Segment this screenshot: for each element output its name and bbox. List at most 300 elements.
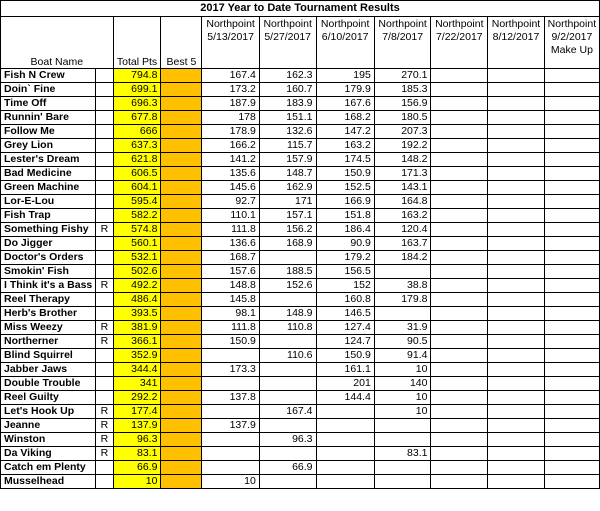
flag-cell: R <box>96 279 113 293</box>
score-cell: 156.5 <box>316 265 374 279</box>
flag-cell <box>96 195 113 209</box>
total-pts-cell: 66.9 <box>113 461 161 475</box>
best5-cell <box>161 307 202 321</box>
score-cell: 270.1 <box>374 69 431 83</box>
score-cell <box>431 363 488 377</box>
header-event-line: Northpoint <box>378 18 427 30</box>
score-cell <box>488 153 545 167</box>
best5-cell <box>161 69 202 83</box>
flag-cell <box>96 251 113 265</box>
score-cell: 145.8 <box>202 293 259 307</box>
score-cell <box>544 69 599 83</box>
flag-cell <box>96 181 113 195</box>
best5-cell <box>161 251 202 265</box>
score-cell <box>202 433 259 447</box>
score-cell: 111.8 <box>202 223 259 237</box>
score-cell: 179.9 <box>316 83 374 97</box>
best5-cell <box>161 181 202 195</box>
score-cell: 90.9 <box>316 237 374 251</box>
flag-cell <box>96 111 113 125</box>
score-cell: 148.2 <box>374 153 431 167</box>
total-pts-cell: 604.1 <box>113 181 161 195</box>
best5-cell <box>161 363 202 377</box>
boat-name-cell: Musselhead <box>1 475 96 489</box>
total-pts-cell: 677.8 <box>113 111 161 125</box>
total-pts-cell: 10 <box>113 475 161 489</box>
score-cell <box>202 349 259 363</box>
flag-cell <box>96 391 113 405</box>
score-cell: 162.3 <box>259 69 316 83</box>
score-cell <box>488 69 545 83</box>
score-cell <box>259 447 316 461</box>
table-row <box>1 83 600 97</box>
score-cell <box>488 405 545 419</box>
best5-cell <box>161 335 202 349</box>
score-cell: 160.8 <box>316 293 374 307</box>
header-event-5 <box>431 17 488 69</box>
score-cell <box>374 433 431 447</box>
score-cell: 179.2 <box>316 251 374 265</box>
header-boat-name: Boat Name <box>1 17 114 69</box>
score-cell <box>544 349 599 363</box>
header-event-line: 5/27/2017 <box>264 31 312 44</box>
score-cell <box>544 405 599 419</box>
score-cell: 163.2 <box>316 139 374 153</box>
score-cell <box>431 461 488 475</box>
header-event-line: Northpoint <box>491 18 541 30</box>
total-pts-cell: 341 <box>113 377 161 391</box>
header-event-line: Northpoint <box>263 18 312 30</box>
header-event-line: Northpoint <box>206 18 255 30</box>
score-cell <box>544 111 599 125</box>
score-cell <box>259 419 316 433</box>
score-cell <box>488 223 545 237</box>
table-row <box>1 111 600 125</box>
score-cell: 148.9 <box>259 307 316 321</box>
table-row <box>1 447 600 461</box>
boat-name-cell: Reel Guilty <box>1 391 96 405</box>
flag-cell <box>96 153 113 167</box>
table-row <box>1 181 600 195</box>
score-cell: 144.4 <box>316 391 374 405</box>
best5-cell <box>161 195 202 209</box>
table-row <box>1 195 600 209</box>
score-cell <box>544 265 599 279</box>
score-cell <box>431 377 488 391</box>
score-cell: 167.4 <box>259 405 316 419</box>
score-cell: 124.7 <box>316 335 374 349</box>
boat-name-cell: Jeanne <box>1 419 96 433</box>
score-cell: 179.8 <box>374 293 431 307</box>
score-cell: 166.9 <box>316 195 374 209</box>
total-pts-cell: 621.8 <box>113 153 161 167</box>
score-cell <box>544 475 599 489</box>
best5-cell <box>161 83 202 97</box>
flag-cell: R <box>96 223 113 237</box>
total-pts-cell: 486.4 <box>113 293 161 307</box>
score-cell: 201 <box>316 377 374 391</box>
score-cell <box>488 321 545 335</box>
table-row <box>1 419 600 433</box>
score-cell <box>488 265 545 279</box>
boat-name-cell: Something Fishy <box>1 223 96 237</box>
score-cell <box>544 195 599 209</box>
total-pts-cell: 96.3 <box>113 433 161 447</box>
boat-name-cell: Runnin' Bare <box>1 111 96 125</box>
score-cell <box>544 223 599 237</box>
score-cell: 90.5 <box>374 335 431 349</box>
score-cell: 163.2 <box>374 209 431 223</box>
flag-cell: R <box>96 335 113 349</box>
score-cell <box>544 293 599 307</box>
score-cell <box>544 153 599 167</box>
score-cell: 31.9 <box>374 321 431 335</box>
score-cell: 160.7 <box>259 83 316 97</box>
header-event-3 <box>316 17 374 69</box>
table-row <box>1 433 600 447</box>
flag-cell: R <box>96 419 113 433</box>
score-cell <box>374 475 431 489</box>
boat-name-cell: Doin` Fine <box>1 83 96 97</box>
table-row <box>1 293 600 307</box>
score-cell <box>431 433 488 447</box>
score-cell <box>431 97 488 111</box>
boat-name-cell: Grey Lion <box>1 139 96 153</box>
score-cell <box>544 433 599 447</box>
boat-name-cell: Da Viking <box>1 447 96 461</box>
score-cell <box>431 69 488 83</box>
score-cell <box>316 405 374 419</box>
score-cell: 151.1 <box>259 111 316 125</box>
boat-name-cell: Let's Hook Up <box>1 405 96 419</box>
score-cell: 178 <box>202 111 259 125</box>
sheet-title: 2017 Year to Date Tournament Results <box>1 1 600 17</box>
score-cell: 83.1 <box>374 447 431 461</box>
header-best5: Best 5 <box>161 17 202 69</box>
score-cell <box>544 251 599 265</box>
table-row <box>1 391 600 405</box>
score-cell <box>488 335 545 349</box>
table-row <box>1 139 600 153</box>
score-cell <box>544 125 599 139</box>
score-cell <box>316 447 374 461</box>
score-cell <box>316 475 374 489</box>
flag-cell <box>96 349 113 363</box>
score-cell: 168.2 <box>316 111 374 125</box>
header-event-4 <box>374 17 431 69</box>
score-cell <box>259 251 316 265</box>
score-cell: 10 <box>374 391 431 405</box>
boat-name-cell: Reel Therapy <box>1 293 96 307</box>
score-cell <box>544 391 599 405</box>
score-cell: 171.3 <box>374 167 431 181</box>
boat-name-cell: I Think it's a Bass <box>1 279 96 293</box>
score-cell: 167.4 <box>202 69 259 83</box>
score-cell <box>431 349 488 363</box>
score-cell <box>488 307 545 321</box>
score-cell: 91.4 <box>374 349 431 363</box>
best5-cell <box>161 461 202 475</box>
score-cell <box>488 363 545 377</box>
score-cell <box>488 111 545 125</box>
score-cell <box>431 279 488 293</box>
score-cell <box>544 279 599 293</box>
table-row <box>1 363 600 377</box>
score-cell <box>431 251 488 265</box>
score-cell: 145.6 <box>202 181 259 195</box>
score-cell <box>431 167 488 181</box>
header-event-6 <box>488 17 545 69</box>
score-cell: 148.7 <box>259 167 316 181</box>
score-cell <box>544 209 599 223</box>
score-cell <box>488 181 545 195</box>
boat-name-cell: Fish Trap <box>1 209 96 223</box>
score-cell: 137.9 <box>202 419 259 433</box>
score-cell <box>374 419 431 433</box>
score-cell <box>431 405 488 419</box>
score-cell <box>259 363 316 377</box>
score-cell <box>431 335 488 349</box>
header-event-2 <box>259 17 316 69</box>
score-cell: 185.3 <box>374 83 431 97</box>
score-cell: 183.9 <box>259 97 316 111</box>
flag-cell: R <box>96 321 113 335</box>
score-cell: 171 <box>259 195 316 209</box>
score-cell <box>316 461 374 475</box>
score-cell: 152.5 <box>316 181 374 195</box>
score-cell <box>431 475 488 489</box>
score-cell <box>544 461 599 475</box>
flag-cell: R <box>96 405 113 419</box>
best5-cell <box>161 405 202 419</box>
table-row <box>1 125 600 139</box>
score-cell <box>488 461 545 475</box>
score-cell <box>544 307 599 321</box>
score-cell: 187.9 <box>202 97 259 111</box>
score-cell <box>488 377 545 391</box>
total-pts-cell: 492.2 <box>113 279 161 293</box>
score-cell <box>544 139 599 153</box>
score-cell <box>431 111 488 125</box>
score-cell: 10 <box>374 363 431 377</box>
score-cell: 188.5 <box>259 265 316 279</box>
score-cell: 96.3 <box>259 433 316 447</box>
flag-cell <box>96 363 113 377</box>
flag-cell <box>96 209 113 223</box>
score-cell: 127.4 <box>316 321 374 335</box>
score-cell <box>488 433 545 447</box>
total-pts-cell: 177.4 <box>113 405 161 419</box>
score-cell: 10 <box>202 475 259 489</box>
score-cell <box>374 461 431 475</box>
boat-name-cell: Double Trouble <box>1 377 96 391</box>
score-cell: 164.8 <box>374 195 431 209</box>
boat-name-cell: Do Jigger <box>1 237 96 251</box>
score-cell: 141.2 <box>202 153 259 167</box>
score-cell <box>544 97 599 111</box>
score-cell <box>259 335 316 349</box>
score-cell <box>544 181 599 195</box>
boat-name-cell: Smokin' Fish <box>1 265 96 279</box>
score-cell <box>544 419 599 433</box>
header-event-7 <box>544 17 599 69</box>
boat-name-cell: Lester's Dream <box>1 153 96 167</box>
flag-cell <box>96 265 113 279</box>
best5-cell <box>161 321 202 335</box>
boat-name-cell: Time Off <box>1 97 96 111</box>
score-cell <box>488 97 545 111</box>
score-cell <box>488 279 545 293</box>
score-cell <box>488 349 545 363</box>
table-row <box>1 475 600 489</box>
score-cell: 156.2 <box>259 223 316 237</box>
total-pts-cell: 574.8 <box>113 223 161 237</box>
best5-cell <box>161 223 202 237</box>
boat-name-cell: Fish N Crew <box>1 69 96 83</box>
total-pts-cell: 699.1 <box>113 83 161 97</box>
score-cell: 156.9 <box>374 97 431 111</box>
best5-cell <box>161 391 202 405</box>
score-cell <box>488 293 545 307</box>
flag-cell <box>96 83 113 97</box>
best5-cell <box>161 209 202 223</box>
score-cell: 148.8 <box>202 279 259 293</box>
flag-cell <box>96 377 113 391</box>
table-row <box>1 461 600 475</box>
flag-cell <box>96 167 113 181</box>
best5-cell <box>161 265 202 279</box>
header-event-line: 7/22/2017 <box>435 31 483 44</box>
score-cell <box>259 377 316 391</box>
header-event-line: 8/12/2017 <box>492 31 540 44</box>
table-row <box>1 69 600 83</box>
best5-cell <box>161 125 202 139</box>
flag-cell <box>96 69 113 83</box>
table-row <box>1 237 600 251</box>
score-cell: 178.9 <box>202 125 259 139</box>
score-cell: 157.6 <box>202 265 259 279</box>
boat-name-cell: Winston <box>1 433 96 447</box>
score-cell: 157.9 <box>259 153 316 167</box>
total-pts-cell: 532.1 <box>113 251 161 265</box>
score-cell <box>431 307 488 321</box>
score-cell: 135.6 <box>202 167 259 181</box>
score-cell: 111.8 <box>202 321 259 335</box>
score-cell <box>374 265 431 279</box>
total-pts-cell: 606.5 <box>113 167 161 181</box>
total-pts-cell: 292.2 <box>113 391 161 405</box>
score-cell <box>374 307 431 321</box>
header-event-line: 5/13/2017 <box>207 31 254 44</box>
score-cell: 192.2 <box>374 139 431 153</box>
score-cell: 10 <box>374 405 431 419</box>
table-row <box>1 97 600 111</box>
score-cell: 195 <box>316 69 374 83</box>
score-cell <box>544 377 599 391</box>
flag-cell <box>96 97 113 111</box>
total-pts-cell: 637.3 <box>113 139 161 153</box>
boat-name-cell: Green Machine <box>1 181 96 195</box>
score-cell <box>431 125 488 139</box>
flag-cell <box>96 139 113 153</box>
score-cell: 157.1 <box>259 209 316 223</box>
boat-name-cell: Miss Weezy <box>1 321 96 335</box>
score-cell: 137.8 <box>202 391 259 405</box>
score-cell: 98.1 <box>202 307 259 321</box>
table-row <box>1 335 600 349</box>
table-row <box>1 167 600 181</box>
header-event-line: Northpoint <box>435 18 484 30</box>
score-cell <box>431 419 488 433</box>
score-cell <box>544 321 599 335</box>
score-cell: 115.7 <box>259 139 316 153</box>
best5-cell <box>161 237 202 251</box>
score-cell <box>488 167 545 181</box>
score-cell <box>488 209 545 223</box>
score-cell: 168.7 <box>202 251 259 265</box>
total-pts-cell: 502.6 <box>113 265 161 279</box>
boat-name-cell: Doctor's Orders <box>1 251 96 265</box>
total-pts-cell: 83.1 <box>113 447 161 461</box>
score-cell: 136.6 <box>202 237 259 251</box>
boat-name-cell: Blind Squirrel <box>1 349 96 363</box>
best5-cell <box>161 447 202 461</box>
score-cell: 168.9 <box>259 237 316 251</box>
header-event-line: 7/8/2017 <box>382 31 424 44</box>
best5-cell <box>161 153 202 167</box>
best5-cell <box>161 475 202 489</box>
score-cell <box>488 447 545 461</box>
best5-cell <box>161 293 202 307</box>
score-cell <box>431 293 488 307</box>
score-cell <box>431 321 488 335</box>
total-pts-cell: 137.9 <box>113 419 161 433</box>
score-cell <box>316 419 374 433</box>
score-cell <box>259 391 316 405</box>
score-cell <box>544 237 599 251</box>
score-cell <box>431 391 488 405</box>
boat-name-cell: Lor-E-Lou <box>1 195 96 209</box>
flag-cell: R <box>96 433 113 447</box>
boat-name-cell: Catch em Plenty <box>1 461 96 475</box>
score-cell <box>544 363 599 377</box>
boat-name-cell: Bad Medicine <box>1 167 96 181</box>
score-cell: 166.2 <box>202 139 259 153</box>
score-cell: 152 <box>316 279 374 293</box>
table-row <box>1 265 600 279</box>
score-cell <box>259 475 316 489</box>
score-cell: 92.7 <box>202 195 259 209</box>
score-cell <box>488 83 545 97</box>
flag-cell <box>96 237 113 251</box>
score-cell: 173.3 <box>202 363 259 377</box>
score-cell <box>202 447 259 461</box>
score-cell <box>544 167 599 181</box>
score-cell: 150.9 <box>202 335 259 349</box>
header-event-line: 9/2/2017 <box>551 31 593 44</box>
total-pts-cell: 393.5 <box>113 307 161 321</box>
score-cell <box>431 223 488 237</box>
score-cell <box>431 181 488 195</box>
best5-cell <box>161 139 202 153</box>
best5-cell <box>161 97 202 111</box>
header-event-line: Make Up <box>550 44 593 57</box>
score-cell: 140 <box>374 377 431 391</box>
score-cell <box>316 433 374 447</box>
score-cell <box>431 237 488 251</box>
score-cell: 184.2 <box>374 251 431 265</box>
flag-cell <box>96 125 113 139</box>
